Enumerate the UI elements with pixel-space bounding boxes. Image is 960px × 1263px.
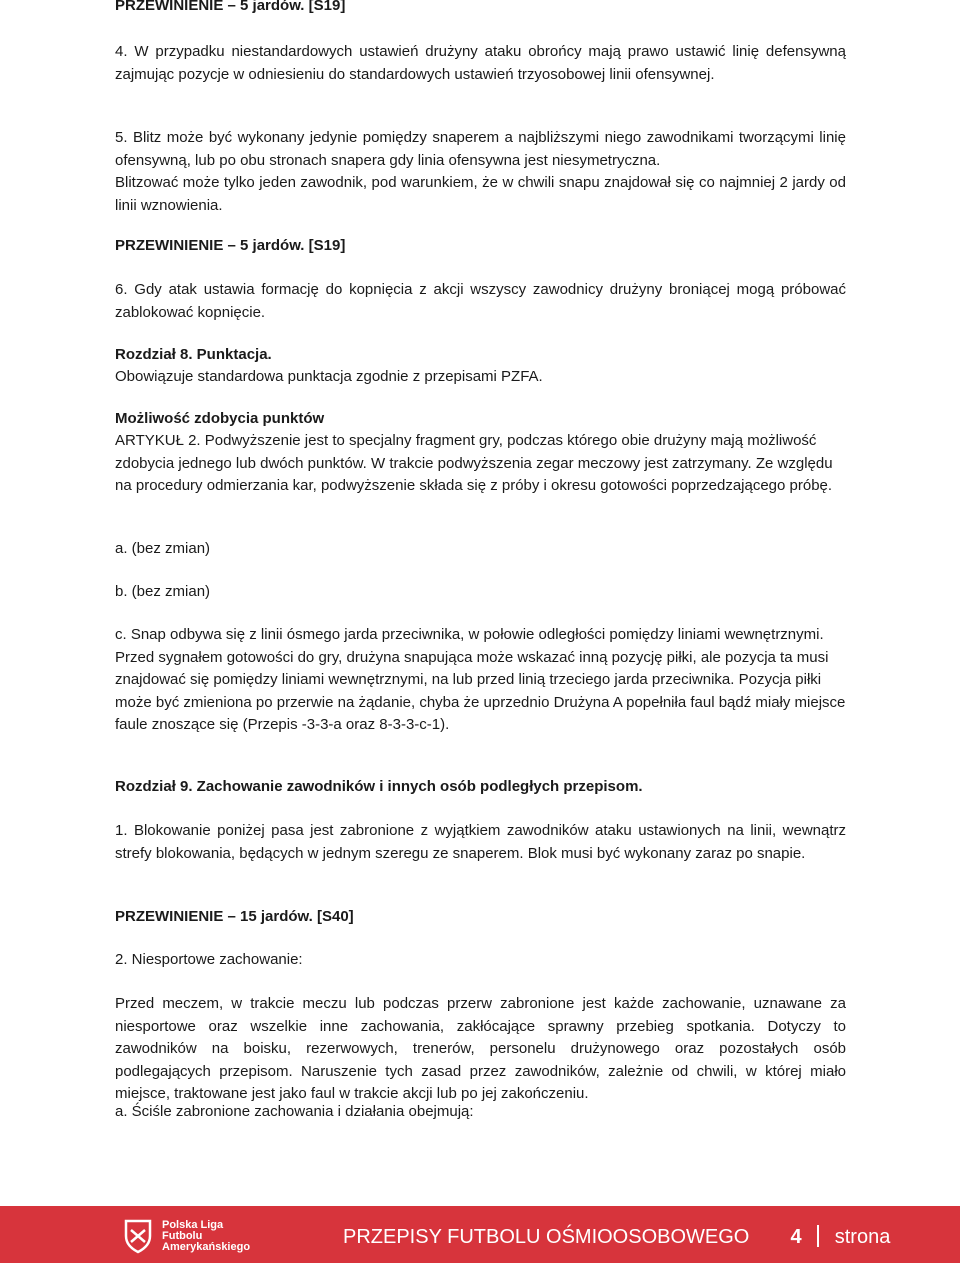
chapter-9-title: Rozdział 9. Zachowanie zawodników i innych osób podległych przepisom. [115, 778, 643, 795]
rule-6: 6. Gdy atak ustawia formację do kopnięcia z akcji wszyscy zawodnicy drużyny broniącej mogą próbować zablokować kopnięcie. [115, 281, 846, 321]
footer-separator [817, 1225, 819, 1247]
page-number: 4 [790, 1226, 802, 1248]
rule-9-2-a: a. Ściśle zabronione zachowania i działania obejmują: [115, 1103, 474, 1120]
page-footer [0, 1206, 960, 1263]
chapter-8-title: Rozdział 8. Punktacja. [115, 346, 272, 363]
penalty-heading: PRZEWINIENIE – 5 jardów. [S19] [115, 237, 346, 254]
chapter-8-subtitle: Możliwość zdobycia punktów [115, 410, 325, 427]
league-logo-text [162, 1220, 250, 1253]
league-shield-icon [120, 1218, 156, 1254]
rule-4: 4. W przypadku niestandardowych ustawień drużyny ataku obrońcy mają prawo ustawić linię defensywną zajmując pozycje w odniesieniu do standardowych ustawień trzyosobowej linii ofensywnej. [115, 43, 846, 83]
item-c: c. Snap odbywa się z linii ósmego jarda przeciwnika, w połowie odległości pomiędzy liniami wewnętrznymi. Przed sygnałem gotowości do gry, drużyna snapująca może wskazać inną pozycję piłki, ale pozycja ta musi znajdować się pomiędzy liniami wewnętrznymi, na lub przed linią trzeciego jarda przeciwnika. Pozycja piłki może być zmieniona po przerwie na żądanie, chyba że uprzednio Drużyna A popełniła faul bądź miały miejsce faule znoszące się (Przepis -3-3-a oraz 8-3-3-c-1). [115, 626, 846, 733]
logo-line-2: Futbolu [162, 1230, 203, 1242]
rule-5-part-2: Blitzować może tylko jeden zawodnik, pod warunkiem, że w chwili snapu znajdował się co najmniej 2 jardy od linii wznowienia. [115, 174, 846, 214]
penalty-heading: PRZEWINIENIE – 15 jardów. [S40] [115, 908, 354, 925]
league-logo [120, 1216, 270, 1256]
chapter-8-text: Obowiązuje standardowa punktacja zgodnie z przepisami PZFA. [115, 368, 543, 385]
item-b: b. (bez zmian) [115, 583, 211, 600]
rule-9-1: 1. Blokowanie poniżej pasa jest zabronione z wyjątkiem zawodników ataku ustawionych na linii, wewnątrz strefy blokowania, będących w jednym szeregu ze snaperem. Blok musi być wykonany zaraz po snapie. [115, 822, 846, 862]
footer-title-line [343, 1225, 890, 1248]
rule-9-2-text: Przed meczem, w trakcie meczu lub podczas przerw zabronione jest każde zachowanie, uznawane za niesportowe oraz wszelkie inne zachowania, zakłócające sprawny przebieg spotkania. Dotyczy to zawodników na boisku, rezerwowych, trenerów, personelu drużynowego oraz pozostałych osób podlegających przepisom. Naruszenie tych zasad przez zawodników, zależnie od chwili, w której miało miejsce, traktowane jest jako faul w trakcie akcji lub po jej zakończeniu. [115, 995, 846, 1102]
penalty-heading: PRZEWINIENIE – 5 jardów. [S19] [115, 0, 346, 14]
logo-line-1: Polska Liga [162, 1219, 224, 1231]
rule-5-part-1: 5. Blitz może być wykonany jedynie pomiędzy snaperem a najbliższymi niego zawodnikami tworzącymi linię ofensywną, lub po obu stronach snapera gdy linia ofensywna jest niesymetryczna. [115, 129, 846, 169]
article-2: ARTYKUŁ 2. Podwyższenie jest to specjalny fragment gry, podczas którego obie drużyny mają możliwość zdobycia jednego lub dwóch punktów. W trakcie podwyższenia zegar meczowy jest zatrzymany. Ze względu na procedury odmierzania kar, podwyższenie składa się z próby i okresu gotowości poprzedzającego próbę. [115, 432, 833, 494]
rule-9-2-heading: 2. Niesportowe zachowanie: [115, 951, 303, 968]
logo-line-3: Amerykańskiego [162, 1241, 251, 1253]
page-word: strona [834, 1226, 891, 1248]
item-a: a. (bez zmian) [115, 540, 211, 557]
document-title: PRZEPISY FUTBOLU OŚMIOOSOBOWEGO [343, 1226, 750, 1248]
